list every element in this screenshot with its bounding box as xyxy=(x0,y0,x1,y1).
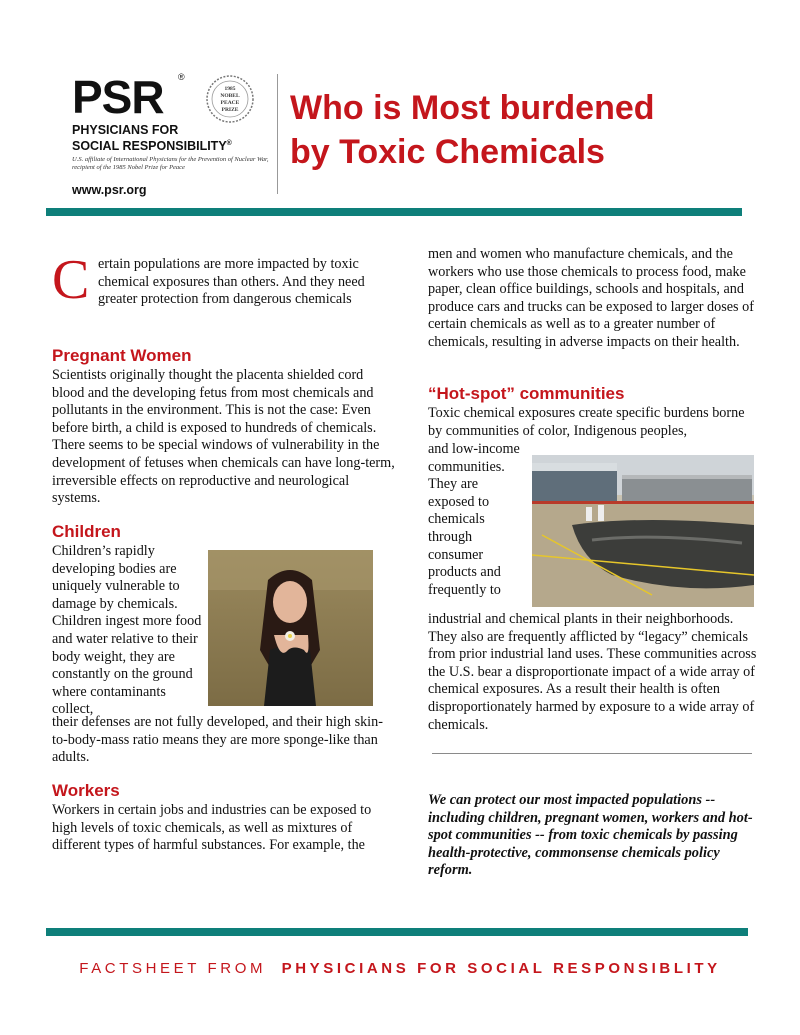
org-name-line-2-wrap xyxy=(72,137,232,153)
org-name-line-1: PHYSICIANS FOR xyxy=(72,123,179,137)
seal-line-2: NOBEL xyxy=(220,93,240,99)
contaminated-site-photo xyxy=(532,455,754,607)
org-registered-mark: ® xyxy=(226,140,232,147)
workers-text-1: Workers in certain jobs and industries can be exposed to high levels of toxic chemicals, as well as mixtures of different types of harmful substances. For example, the xyxy=(52,802,372,854)
children-text-2: their defenses are not fully developed, and their high skin-to-body-mass ratio means they are more sponge-like than adults. xyxy=(52,714,383,766)
footer xyxy=(0,960,800,977)
thin-divider xyxy=(432,753,752,754)
heading-hotspot-communities: “Hot-spot” communities xyxy=(428,384,625,403)
header-divider xyxy=(277,74,278,194)
top-teal-rule xyxy=(46,208,742,216)
footer-org: PHYSICIANS FOR SOCIAL RESPONSIBLITY xyxy=(281,960,721,977)
hotspot-text-1: Toxic chemical exposures create specific burdens borne by communities of color, Indigenous peoples, xyxy=(428,405,745,439)
intro-dropcap: C xyxy=(52,249,90,311)
bottom-teal-rule xyxy=(46,928,748,936)
page-title-line-1: Who is Most burdened xyxy=(290,89,655,127)
children-text-1: Children’s rapidly developing bodies are uniquely vulnerable to damage by chemicals. Children ingest more food and water relative to their body weight, they are constantly on the ground where contaminants collect, xyxy=(52,543,202,718)
heading-pregnant-women: Pregnant Women xyxy=(52,346,192,365)
pregnant-women-text: Scientists originally thought the placenta shielded cord blood and the developing fetus from most chemicals and pollutants in the environment. This is not the case: Even before birth, a child is exposed to hundreds of chemicals. There seems to be special windows of vulnerability in the development of fetuses when chemicals can have long-term, irreversible effects on reproductive and neurological systems. xyxy=(52,367,395,507)
nobel-seal-icon xyxy=(205,74,255,124)
closing-statement: We can protect our most impacted populations -- including children, pregnant women, workers and hot-spot communities -- from toxic chemicals by passing health-protective, commonsense chemicals policy reform. xyxy=(428,792,753,879)
org-affiliation: U.S. affiliate of International Physicians for the Prevention of Nuclear War, recipient of the 1985 Nobel Prize for Peace xyxy=(72,156,269,171)
page-title-line-2: by Toxic Chemicals xyxy=(290,133,605,171)
org-name xyxy=(72,123,232,153)
org-url[interactable]: www.psr.org xyxy=(72,183,147,197)
seal-line-3: PEACE xyxy=(220,100,240,106)
heading-children: Children xyxy=(52,522,121,541)
footer-prefix: FACTSHEET FROM xyxy=(79,960,267,977)
logo-registered-mark: ® xyxy=(178,72,185,82)
child-photo xyxy=(208,550,373,706)
heading-workers: Workers xyxy=(52,781,120,800)
intro-text: ertain populations are more impacted by toxic chemical exposures than others. And they need greater protection from dangerous chemicals xyxy=(98,256,365,308)
seal-line-1: 1985 xyxy=(224,86,236,92)
page-title xyxy=(290,86,760,174)
hotspot-text-2: and low-income communities. They are exposed to chemicals through consumer products and frequently to xyxy=(428,441,520,598)
workers-text-2: men and women who manufacture chemicals, and the workers who use those chemicals to process food, make paper, clean office buildings, schools and hospitals, and produce cars and trucks can be exposed to larger doses of certain chemicals as well as to a greater number of chemicals, resulting in adverse impacts on their health. xyxy=(428,246,754,350)
org-name-line-2: SOCIAL RESPONSIBILITY xyxy=(72,139,227,154)
psr-logo: PSR xyxy=(72,71,164,123)
seal-line-4: PRIZE xyxy=(221,107,239,113)
hotspot-text-3: industrial and chemical plants in their neighborhoods. They also are frequently afflicted by “legacy” chemicals from prior industrial land uses. These communities across the U.S. bear a disproportionate impact of a wide array of chemical exposures. As a result their health is often disproportionately harmed by exposure to a wide array of chemicals. xyxy=(428,611,757,733)
